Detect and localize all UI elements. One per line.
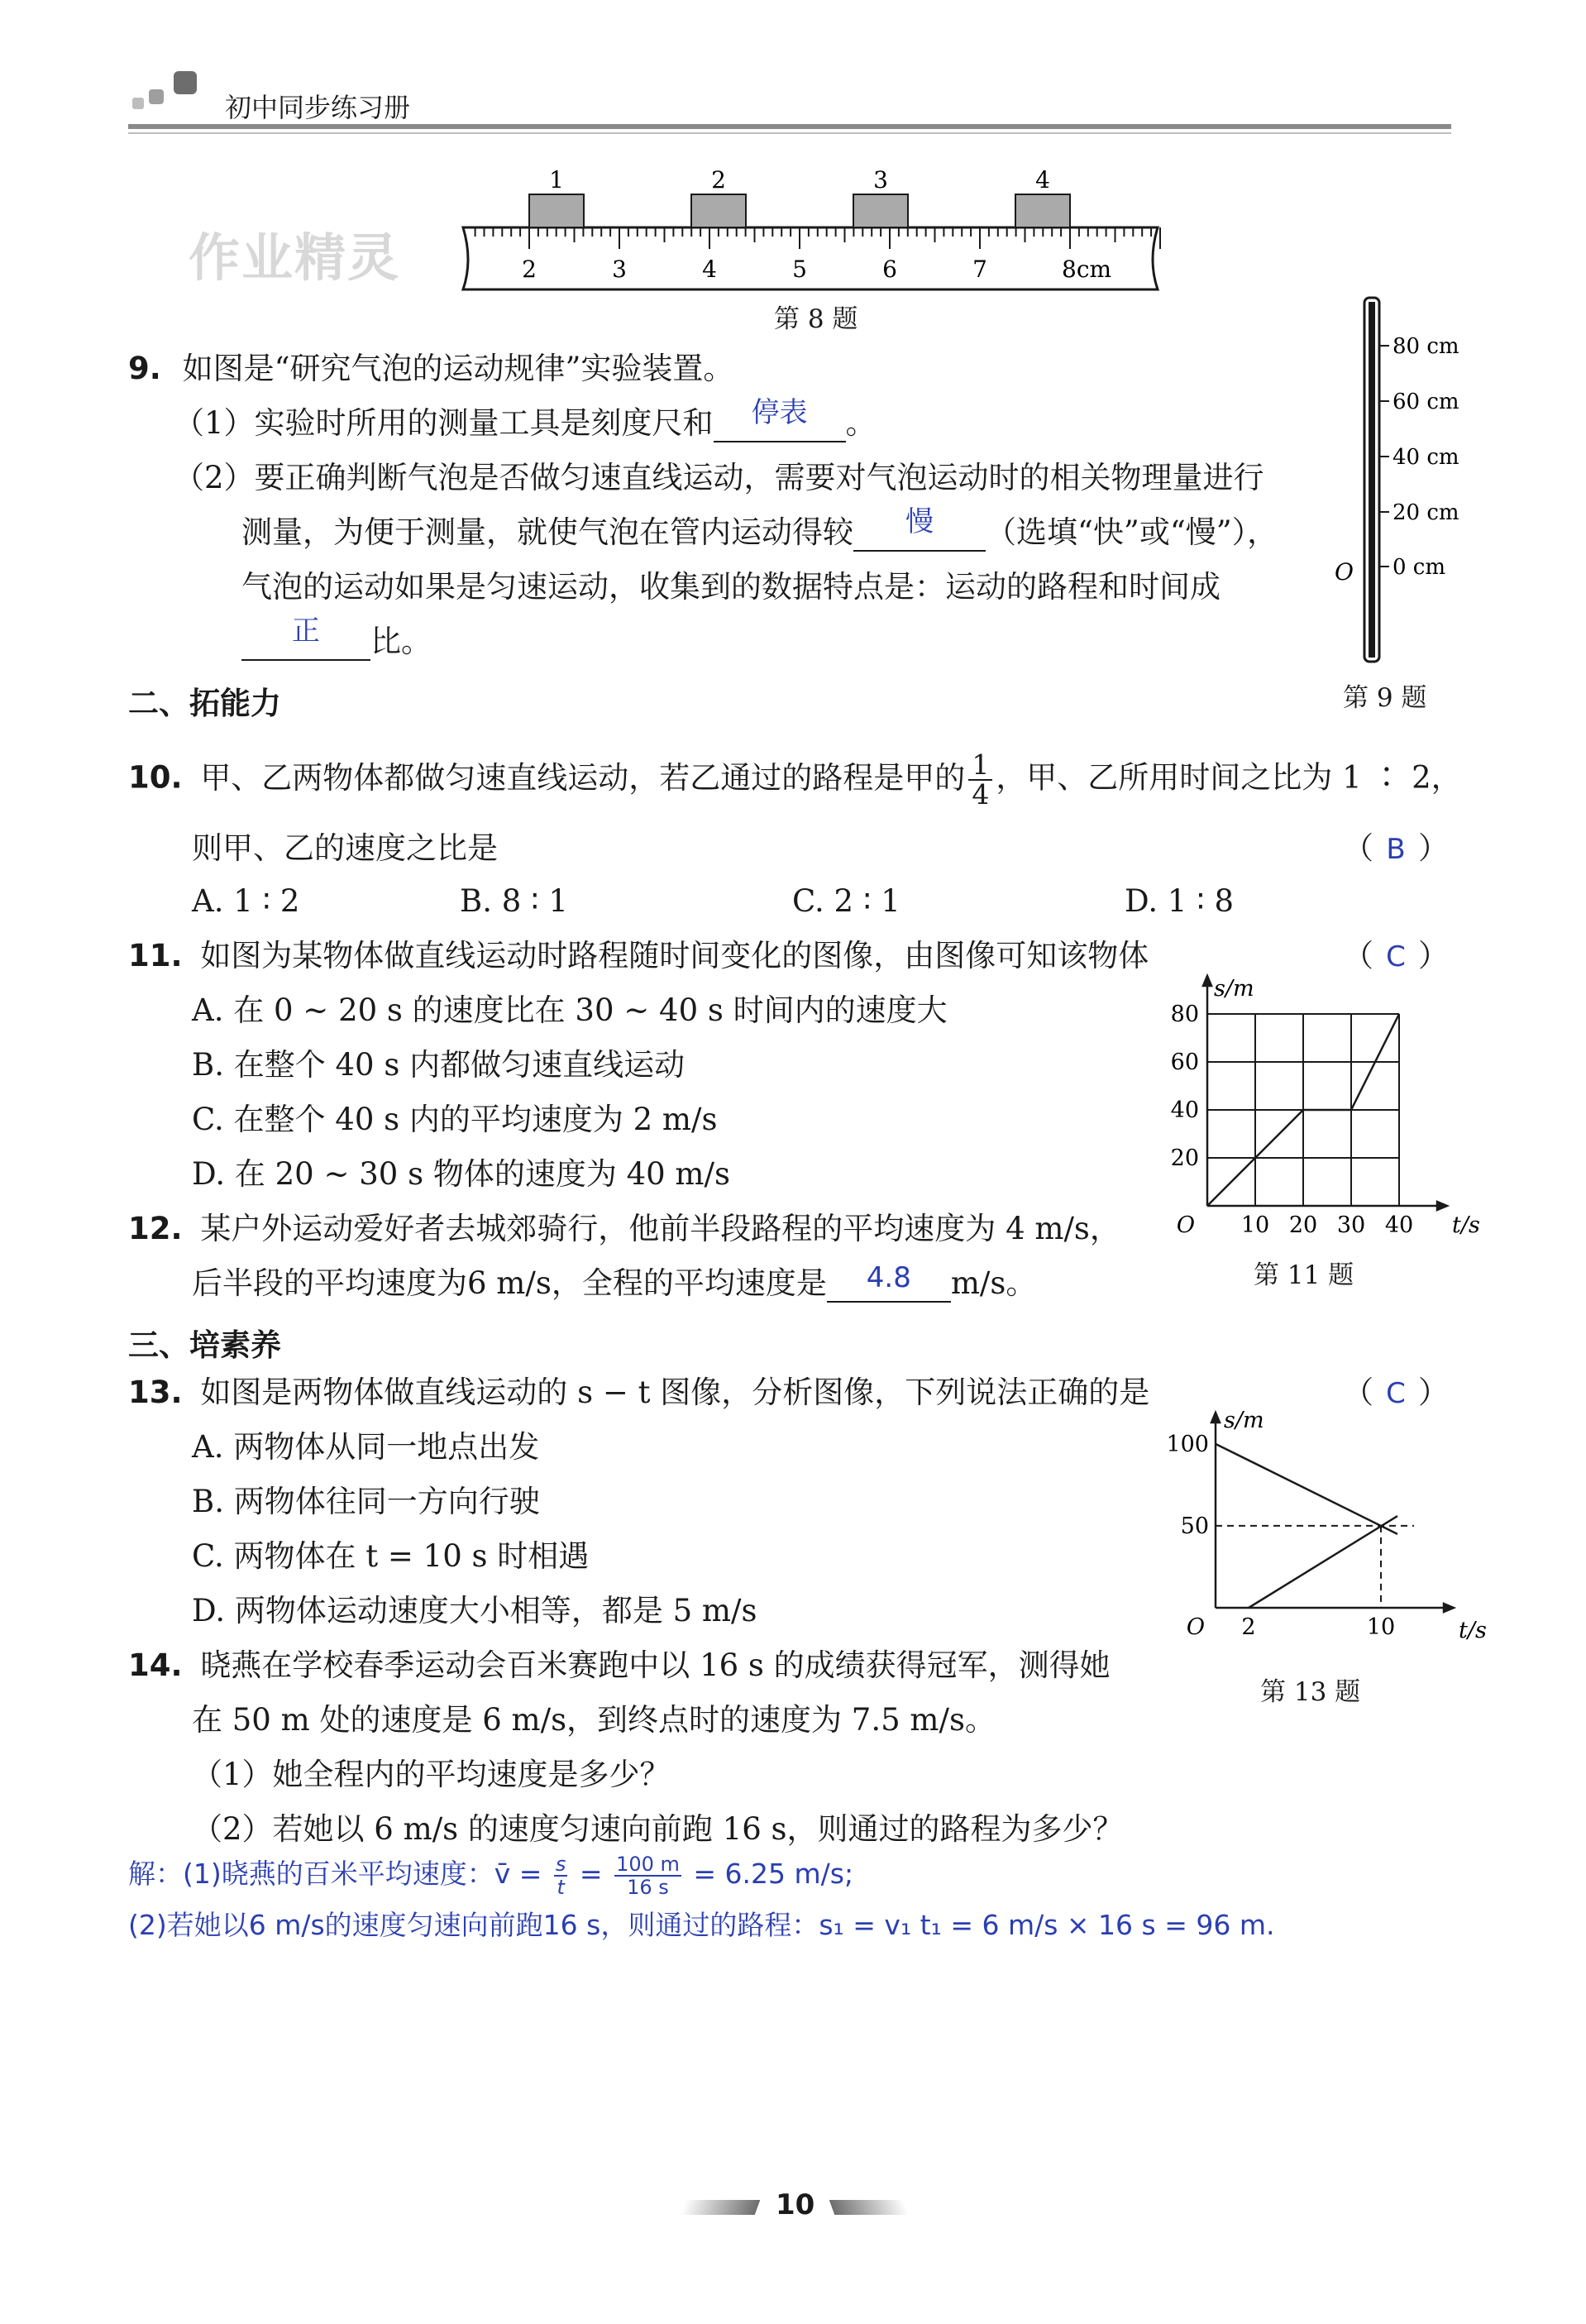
q9-caption: 第 9 题: [1343, 683, 1427, 713]
ruler-label: 5: [792, 256, 807, 283]
y-axis-label: s/m: [1224, 1408, 1264, 1433]
q13-caption: 第 13 题: [1260, 1677, 1361, 1707]
x-tick-label: 20: [1288, 1212, 1318, 1238]
q8-ruler-figure: [447, 161, 1174, 298]
q12-number: 12.: [128, 1211, 183, 1246]
q14-line1: [128, 1647, 1111, 1684]
tube-label: 40 cm: [1393, 445, 1459, 470]
q11-answer: C: [1386, 940, 1406, 973]
header-rule-thin: [128, 132, 1451, 134]
tube-label: 0 cm: [1393, 555, 1446, 580]
header-decoration: [132, 98, 144, 109]
q9-part1-answer: 停表: [751, 396, 808, 429]
q13-number: 13.: [128, 1375, 183, 1410]
q13-stem: [128, 1375, 1149, 1411]
origin-label: O: [1186, 1614, 1206, 1640]
solution-frac-values: [614, 1853, 681, 1898]
q14-line2: 在 50 m 处的速度是 6 m/s，到终点时的速度为 7.5 m/s。: [192, 1702, 996, 1738]
q11-stem-text: 如图为某物体做直线运动时路程随时间变化的图像，由图像可知该物体: [200, 938, 1149, 973]
y-tick-label: 60: [1170, 1050, 1199, 1075]
block-3: [853, 194, 908, 227]
y-tick-label: 100: [1166, 1431, 1209, 1457]
x-axis-label: t/s: [1452, 1212, 1480, 1238]
tube-label: 20 cm: [1393, 500, 1459, 525]
q10-frac-den: 4: [972, 778, 990, 811]
origin-label: O: [1176, 1212, 1196, 1238]
q13-option-a: A. 两物体从同一地点出发: [192, 1429, 540, 1465]
footer-decoration-left: [681, 2200, 761, 2215]
q10-text-end: ，甲、乙所用时间之比为 1 ∶ 2，: [996, 759, 1462, 796]
q13-option-d: D. 两物体运动速度大小相等，都是 5 m/s: [192, 1593, 757, 1628]
ruler-label: 4: [702, 256, 717, 283]
q9-part2-answer2: 正: [292, 614, 320, 648]
x-tick-label: 10: [1366, 1614, 1396, 1640]
q10-frac-num: 1: [968, 751, 992, 781]
ruler-label: 2: [522, 256, 537, 283]
q11-option-c: C. 在整个 40 s 内的平均速度为 2 m/s: [192, 1102, 718, 1137]
x-axis-label: t/s: [1459, 1618, 1487, 1643]
q14-text: 晓燕在学校春季运动会百米赛跑中以 16 s 的成绩获得冠军，测得她: [200, 1647, 1111, 1683]
block-label-2: 2: [711, 166, 726, 194]
tube-label: 60 cm: [1393, 390, 1459, 414]
tube-label: 80 cm: [1393, 334, 1459, 359]
q9-part2-answer1: 慢: [905, 505, 934, 538]
ruler-label: 7: [972, 256, 987, 283]
y-axis-arrow: [1203, 976, 1211, 986]
q9-part2-blank1: [853, 505, 986, 552]
frac-num: s: [555, 1852, 566, 1876]
q13-answer: C: [1386, 1377, 1406, 1410]
q10-option-d: D. 1 ∶ 8: [1125, 883, 1235, 919]
q10-text: 甲、乙两物体都做匀速直线运动，若乙通过的路程是甲的: [200, 759, 966, 796]
y-tick-label: 80: [1170, 1002, 1199, 1027]
q9-part2-line4: [241, 614, 432, 661]
q9-stem-text: 如图是“研究气泡的运动规律”实验装置。: [182, 351, 734, 386]
q10-fraction: [968, 748, 992, 811]
q13-chart: [1166, 1406, 1487, 1646]
q12-line2: [192, 1261, 1037, 1303]
q12-text2: 后半段的平均速度为6 m/s，全程的平均速度是: [192, 1265, 827, 1301]
q9-part2-text: 测量，为便于测量，就使气泡在管内运动得较: [241, 514, 853, 550]
header-decoration: [174, 71, 197, 94]
frac-den: 16 s: [627, 1875, 669, 1899]
q9-part2-line3: 气泡的运动如果是匀速运动，收集到的数据特点是：运动的路程和时间成: [241, 569, 1221, 605]
q12-answer: 4.8: [866, 1261, 911, 1294]
series-line-2: [1249, 1516, 1397, 1608]
ruler-body: [463, 227, 1158, 289]
paren-open: （: [1343, 1375, 1373, 1410]
q10-answer-paren: [1343, 830, 1449, 868]
solution-line2: (2)若她以6 m/s的速度匀速向前跑16 s，则通过的路程：s₁ = v₁ t₁ = 6 m/s × 16 s = 96 m.: [128, 1909, 1275, 1941]
q9-part1-blank: [714, 396, 846, 442]
q10-option-a: A. 1 ∶ 2: [192, 883, 300, 919]
header-rule: [128, 124, 1451, 129]
q11-chart: [1158, 968, 1480, 1249]
block-1: [529, 194, 584, 227]
q13-option-b: B. 两物体往同一方向行驶: [192, 1484, 540, 1519]
x-tick-label: 40: [1384, 1212, 1414, 1238]
footer-decoration-right: [829, 2200, 910, 2215]
q9-part2-line2: [241, 505, 1278, 552]
y-tick-label: 20: [1170, 1145, 1199, 1171]
frac-den: t: [557, 1875, 565, 1899]
q12-line1: [128, 1211, 1120, 1247]
y-tick-label: 40: [1170, 1097, 1199, 1123]
q11-option-b: B. 在整个 40 s 内都做匀速直线运动: [192, 1047, 686, 1083]
tube-liquid: [1369, 302, 1375, 658]
solution-line1: [128, 1853, 853, 1898]
q10-option-b: B. 8 ∶ 1: [460, 883, 568, 919]
paren-close: ）: [1418, 830, 1449, 866]
paren-open: （: [1343, 830, 1373, 866]
q12-blank: [827, 1261, 951, 1303]
block-label-4: 4: [1035, 166, 1050, 194]
paren-open: （: [1343, 938, 1373, 973]
q11-number: 11.: [128, 938, 183, 973]
solution-frac-s-t: [554, 1853, 568, 1898]
block-2: [691, 194, 746, 227]
paren-close: ）: [1418, 1375, 1449, 1410]
q9-part2-line1: （2）要正确判断气泡是否做匀速直线运动，需要对气泡运动时的相关物理量进行: [174, 460, 1264, 495]
y-tick-label: 50: [1180, 1513, 1209, 1539]
q11-option-a: A. 在 0 ~ 20 s 的速度比在 30 ~ 40 s 时间内的速度大: [192, 992, 948, 1028]
solution-result: = 6.25 m/s;: [684, 1858, 854, 1890]
q9-part2-hint: （选填“快”或“慢”），: [986, 514, 1278, 550]
q12-unit: m/s。: [950, 1265, 1037, 1301]
q9-part2-blank2: [241, 614, 370, 661]
tube-origin: O: [1335, 558, 1354, 586]
q8-caption: 第 8 题: [774, 304, 858, 334]
section-heading-2: 二、拓能力: [128, 686, 281, 721]
q10-number: 10.: [128, 759, 183, 796]
y-axis-arrow: [1211, 1413, 1220, 1423]
q9-tube-figure: [1323, 294, 1472, 666]
frac-num: 100 m: [616, 1852, 680, 1876]
q14-number: 14.: [128, 1647, 183, 1683]
q12-text: 某户外运动爱好者去城郊骑行，他前半段路程的平均速度为 4 m/s，: [200, 1211, 1120, 1246]
x-tick-label: 2: [1241, 1614, 1256, 1640]
y-axis-label: s/m: [1214, 976, 1254, 1002]
q9-part1: [174, 396, 877, 442]
x-axis-arrow: [1444, 1604, 1454, 1612]
q10-line2: 则甲、乙的速度之比是: [192, 830, 498, 866]
header-title: 初中同步练习册: [225, 92, 411, 123]
ruler-label: 6: [882, 256, 897, 283]
ruler-label: 3: [612, 256, 627, 283]
x-tick-label: 10: [1240, 1212, 1270, 1238]
x-axis-arrow: [1437, 1202, 1447, 1210]
q9-part1-text: （1）实验时所用的测量工具是刻度尺和: [174, 405, 714, 441]
q14-sub2: （2）若她以 6 m/s 的速度匀速向前跑 16 s，则通过的路程为多少？: [192, 1811, 1124, 1847]
q9-part1-end: 。: [845, 405, 877, 441]
block-label-3: 3: [873, 166, 888, 194]
ruler-label: 8cm: [1062, 256, 1112, 283]
q14-sub1: （1）她全程内的平均速度是多少？: [192, 1757, 671, 1792]
solution-eq: =: [571, 1858, 612, 1890]
section-heading-3: 三、培素养: [128, 1327, 281, 1363]
q9-number: 9.: [128, 351, 161, 386]
page-number: 10: [776, 2188, 815, 2221]
solution-text: 解：(1)晓燕的百米平均速度：v̄ =: [128, 1858, 551, 1890]
q11-caption: 第 11 题: [1254, 1260, 1354, 1290]
q9-stem: [128, 351, 733, 387]
q10-answer: B: [1386, 833, 1406, 866]
q9-part2-end: 比。: [370, 624, 432, 659]
series-line-1: [1216, 1444, 1397, 1534]
q10-line1: [128, 748, 1462, 811]
q10-option-c: C. 2 ∶ 1: [792, 883, 900, 919]
q11-stem: [128, 938, 1149, 974]
q13-stem-text: 如图是两物体做直线运动的 s − t 图像，分析图像，下列说法正确的是: [200, 1375, 1150, 1410]
paren-close: ）: [1418, 938, 1449, 973]
watermark: 作业精灵: [189, 227, 401, 288]
x-tick-label: 30: [1336, 1212, 1366, 1238]
header-decoration: [149, 89, 164, 104]
block-label-1: 1: [549, 166, 564, 194]
q13-option-c: C. 两物体在 t = 10 s 时相遇: [192, 1538, 590, 1574]
q11-option-d: D. 在 20 ~ 30 s 物体的速度为 40 m/s: [192, 1156, 730, 1192]
block-4: [1015, 194, 1070, 227]
